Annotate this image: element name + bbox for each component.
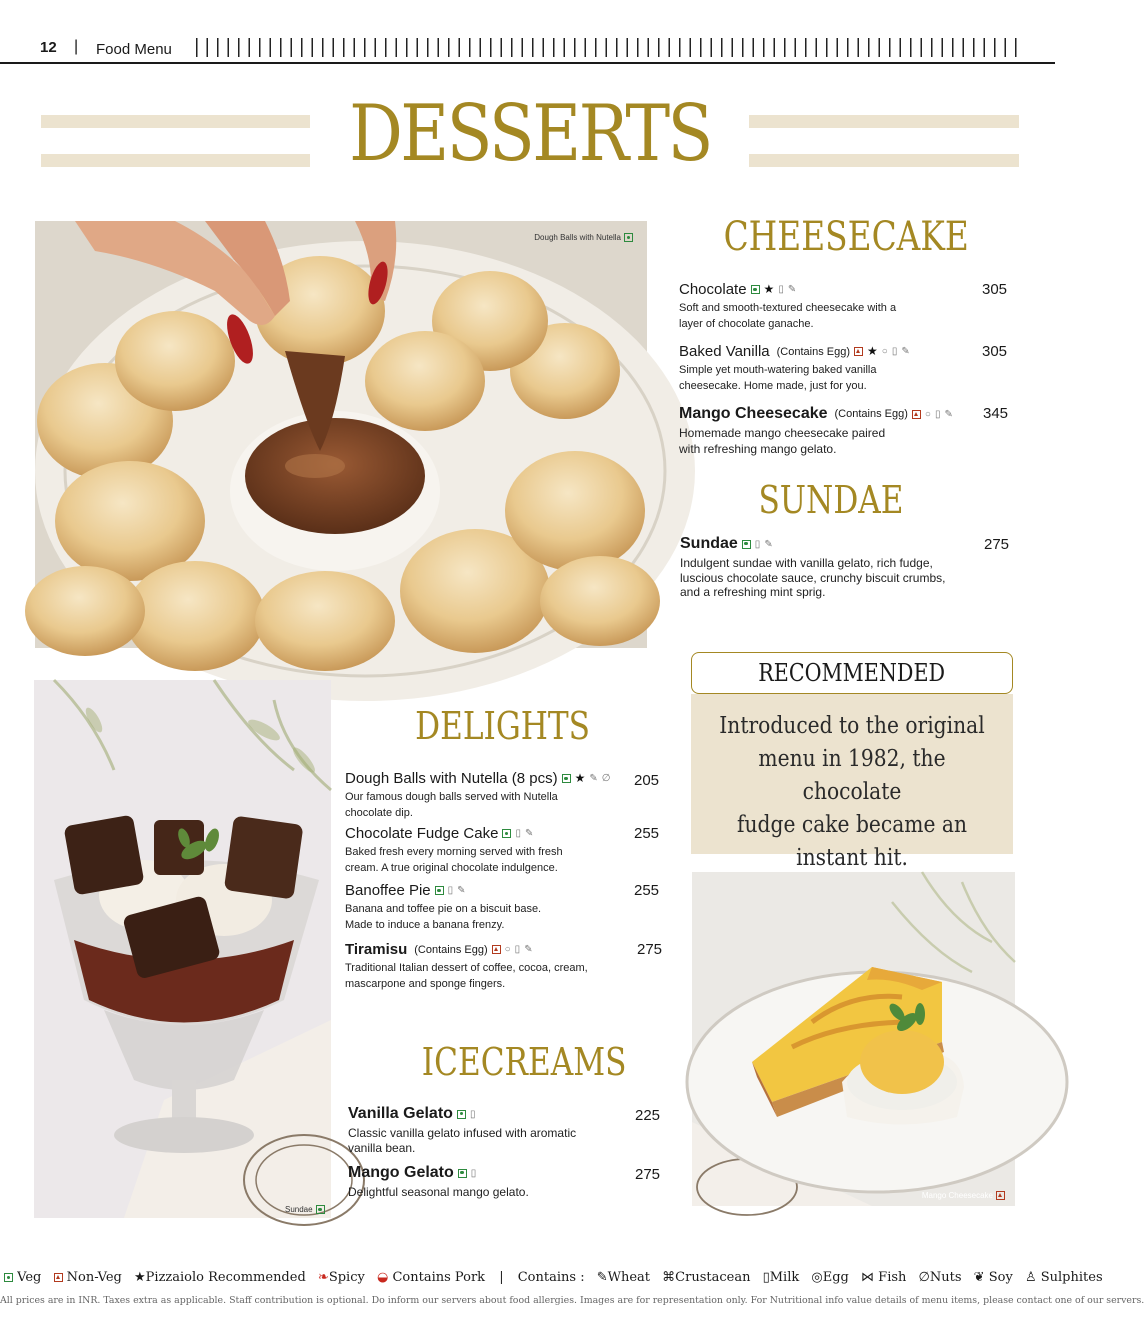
legend-nonveg (54, 1270, 122, 1285)
menu-item (345, 825, 630, 876)
recommended-line: Introduced to the original (719, 713, 985, 739)
item-desc: with refreshing mango gelato. (679, 441, 837, 456)
recommended-panel (691, 694, 1013, 871)
star-icon: ★ (763, 282, 775, 296)
sundae-caption (285, 1205, 325, 1214)
item-desc: Soft and smooth-textured cheesecake with a (679, 302, 897, 314)
menu-item (680, 535, 980, 600)
item-price: 225 (635, 1107, 661, 1124)
nonveg-icon (854, 347, 863, 356)
contains-egg-note: (Contains Egg) (414, 943, 488, 956)
legend-fish (861, 1270, 906, 1285)
item-desc: Simple yet mouth-watering baked vanilla (679, 364, 877, 376)
menu-item (679, 281, 979, 332)
item-desc: cream. A true original chocolate indulgence. (345, 861, 558, 874)
sundae-caption-text: Sundae (285, 1205, 313, 1214)
nuts-icon: ∅ (601, 773, 611, 784)
title-band-right-top (749, 115, 1019, 128)
milk-icon: ▯ (515, 828, 521, 839)
cheesecake-heading: CHEESECAKE (723, 214, 969, 260)
sundae-photo (34, 680, 331, 1218)
wheat-icon: ✎ (457, 885, 466, 896)
legend-crustacean (662, 1270, 750, 1285)
legend-label: Crustacean (675, 1270, 751, 1285)
item-desc: Made to induce a banana frenzy. (345, 918, 505, 931)
menu-item (348, 1105, 628, 1155)
nuts-icon: ∅ (918, 1270, 930, 1285)
legend-soy (974, 1270, 1013, 1285)
wheat-icon: ✎ (524, 944, 533, 955)
milk-icon: ▯ (762, 1270, 770, 1285)
mango-cheesecake-caption (922, 1191, 1005, 1200)
title-band-left-bottom (41, 154, 310, 167)
star-icon: ★ (134, 1270, 146, 1285)
item-price: 255 (634, 825, 660, 842)
footnote: All prices are in INR. Taxes extra as applicable. Staff contribution is optional. Do inform our servers about food allergies. Images are for representation only. For Nutritional info value details of menu items, please contact one of our servers. (0, 1295, 1144, 1306)
milk-icon: ▯ (447, 885, 454, 896)
milk-icon: ▯ (514, 944, 521, 955)
item-desc: Traditional Italian dessert of coffee, cocoa, cream, (345, 962, 588, 974)
legend-recommended (134, 1270, 306, 1285)
legend-label: Spicy (328, 1270, 365, 1285)
item-name: Sundae (680, 535, 738, 552)
recommended-text (710, 710, 993, 875)
menu-item (348, 1164, 628, 1200)
milk-icon: ▯ (469, 1108, 476, 1120)
egg-icon: ○ (881, 346, 888, 357)
chili-icon: ❧ (317, 1270, 329, 1285)
soy-icon: ❦ (973, 1270, 985, 1285)
recommended-line: fudge cake became an (737, 812, 967, 838)
mango-cheesecake-illustration (692, 872, 1015, 1206)
legend-milk (763, 1270, 800, 1285)
item-name: Vanilla Gelato (348, 1105, 453, 1122)
legend-spicy (318, 1270, 365, 1285)
legend-label: Non-Veg (66, 1270, 122, 1285)
nonveg-icon (912, 410, 921, 419)
nonveg-icon (54, 1273, 63, 1282)
mango-cheesecake-photo (692, 872, 1015, 1206)
legend-divider: | (499, 1270, 504, 1285)
milk-icon: ▯ (891, 346, 898, 357)
item-price: 275 (984, 536, 1010, 553)
dough-balls-caption (534, 233, 633, 242)
milk-icon: ▯ (754, 538, 761, 550)
pork-icon: ◒ (376, 1270, 389, 1285)
milk-icon: ▯ (778, 284, 784, 295)
item-name: Baked Vanilla (679, 343, 770, 360)
item-desc: luscious chocolate sauce, crunchy biscuit crumbs, (680, 570, 946, 585)
item-desc: Indulgent sundae with vanilla gelato, rich fudge, (680, 556, 933, 570)
section-name: Food Menu (96, 41, 172, 58)
item-name: Chocolate Fudge Cake (345, 825, 499, 842)
menu-item (345, 941, 630, 992)
recommended-line: instant hit. (796, 845, 908, 871)
recommended-title: RECOMMENDED (758, 659, 946, 687)
star-icon: ★ (867, 344, 878, 358)
nonveg-icon (996, 1191, 1005, 1200)
legend-label: Egg (822, 1270, 849, 1285)
item-price: 345 (983, 405, 1009, 422)
dough-balls-photo (35, 221, 647, 648)
item-name: Mango Cheesecake (679, 405, 828, 422)
item-name: Mango Gelato (348, 1164, 454, 1181)
veg-icon (751, 285, 760, 294)
milk-icon: ▯ (470, 1167, 477, 1179)
legend-contains-label: Contains : (517, 1270, 585, 1285)
item-name: Chocolate (679, 281, 747, 298)
barcode-stripes (196, 38, 1022, 57)
nonveg-icon (492, 945, 501, 954)
legend-nuts (919, 1270, 962, 1285)
wheat-icon: ✎ (901, 346, 910, 357)
veg-icon (316, 1205, 325, 1214)
item-desc: Classic vanilla gelato infused with aromatic (348, 1126, 577, 1140)
mango-cheesecake-caption-text: Mango Cheesecake (921, 1191, 993, 1200)
wheat-icon: ✎ (524, 828, 534, 839)
menu-item (679, 343, 979, 394)
item-desc: and a refreshing mint sprig. (680, 585, 826, 599)
veg-icon (435, 886, 444, 895)
icecreams-heading: ICECREAMS (421, 1040, 627, 1084)
legend-label: Nuts (929, 1270, 962, 1285)
veg-icon (742, 540, 751, 549)
dough-balls-caption-text: Dough Balls with Nutella (534, 233, 621, 242)
egg-icon: ◎ (811, 1270, 823, 1285)
item-desc: Delightful seasonal mango gelato. (348, 1185, 529, 1199)
item-price: 305 (982, 281, 1008, 298)
legend-label: Contains Pork (392, 1270, 486, 1285)
veg-icon (457, 1110, 466, 1119)
sundae-illustration (34, 680, 331, 1218)
item-desc: layer of chocolate ganache. (679, 317, 814, 330)
legend-veg (4, 1270, 41, 1285)
veg-icon (624, 233, 633, 242)
contains-egg-note: (Contains Egg) (834, 408, 908, 420)
legend-label: Milk (769, 1270, 800, 1285)
item-price: 275 (637, 941, 663, 958)
header-separator: | (74, 38, 79, 55)
wheat-icon: ✎ (764, 538, 773, 550)
item-price: 305 (982, 343, 1008, 360)
fish-icon: ⋈ (861, 1270, 875, 1285)
title-band-left-top (41, 115, 310, 128)
title-band-right-bottom (749, 154, 1019, 167)
veg-icon (502, 829, 511, 838)
legend-pork (377, 1270, 485, 1285)
item-price: 205 (634, 772, 660, 789)
legend-label: Pizzaiolo Recommended (145, 1270, 306, 1285)
item-desc: chocolate dip. (345, 806, 413, 819)
crustacean-icon: ⌘ (662, 1270, 676, 1285)
star-icon: ★ (574, 771, 586, 785)
egg-icon: ○ (504, 944, 511, 955)
page-number: 12 (40, 39, 57, 56)
sulphites-icon: ♙ (1024, 1270, 1037, 1285)
item-desc: mascarpone and sponge fingers. (345, 977, 506, 990)
item-price: 255 (634, 882, 660, 899)
item-name: Tiramisu (345, 941, 408, 958)
wheat-icon: ✎ (596, 1270, 608, 1285)
wheat-icon: ✎ (589, 773, 598, 784)
page-title: DESSERTS (349, 89, 711, 179)
veg-icon (4, 1273, 13, 1282)
legend-label: Wheat (607, 1270, 651, 1285)
menu-item (679, 405, 979, 457)
item-desc: Our famous dough balls served with Nutella (345, 791, 558, 803)
legend-label: Sulphites (1040, 1270, 1103, 1285)
item-desc: vanilla bean. (348, 1140, 416, 1155)
egg-icon: ○ (924, 408, 931, 420)
legend-egg (811, 1270, 848, 1285)
legend-label: Fish (878, 1270, 907, 1285)
legend-sulphites (1025, 1270, 1103, 1285)
legend-wheat (597, 1270, 650, 1285)
menu-item (345, 882, 630, 933)
page-header (0, 30, 1055, 64)
veg-icon (562, 774, 571, 783)
veg-icon (458, 1169, 467, 1178)
dough-balls-illustration (35, 221, 647, 648)
delights-heading: DELIGHTS (415, 704, 591, 748)
recommended-line: menu in 1982, the chocolate (758, 746, 946, 805)
dietary-legend (0, 1270, 1103, 1285)
contains-egg-note: (Contains Egg) (776, 345, 850, 358)
item-desc: Homemade mango cheesecake paired (679, 426, 886, 440)
item-desc: Banana and toffee pie on a biscuit base. (345, 903, 542, 915)
legend-label: Soy (988, 1270, 1013, 1285)
recommended-header (691, 652, 1013, 694)
wheat-icon: ✎ (787, 284, 797, 295)
wheat-icon: ✎ (944, 408, 953, 420)
item-desc: Baked fresh every morning served with fresh (345, 846, 563, 858)
item-desc: cheesecake. Home made, just for you. (679, 379, 867, 392)
legend-label: Veg (17, 1270, 42, 1285)
sundae-heading: SUNDAE (758, 478, 904, 522)
item-name: Dough Balls with Nutella (8 pcs) (345, 770, 558, 787)
item-name: Banoffee Pie (345, 882, 431, 899)
item-price: 275 (635, 1166, 661, 1183)
menu-item (345, 770, 630, 821)
milk-icon: ▯ (934, 408, 941, 420)
